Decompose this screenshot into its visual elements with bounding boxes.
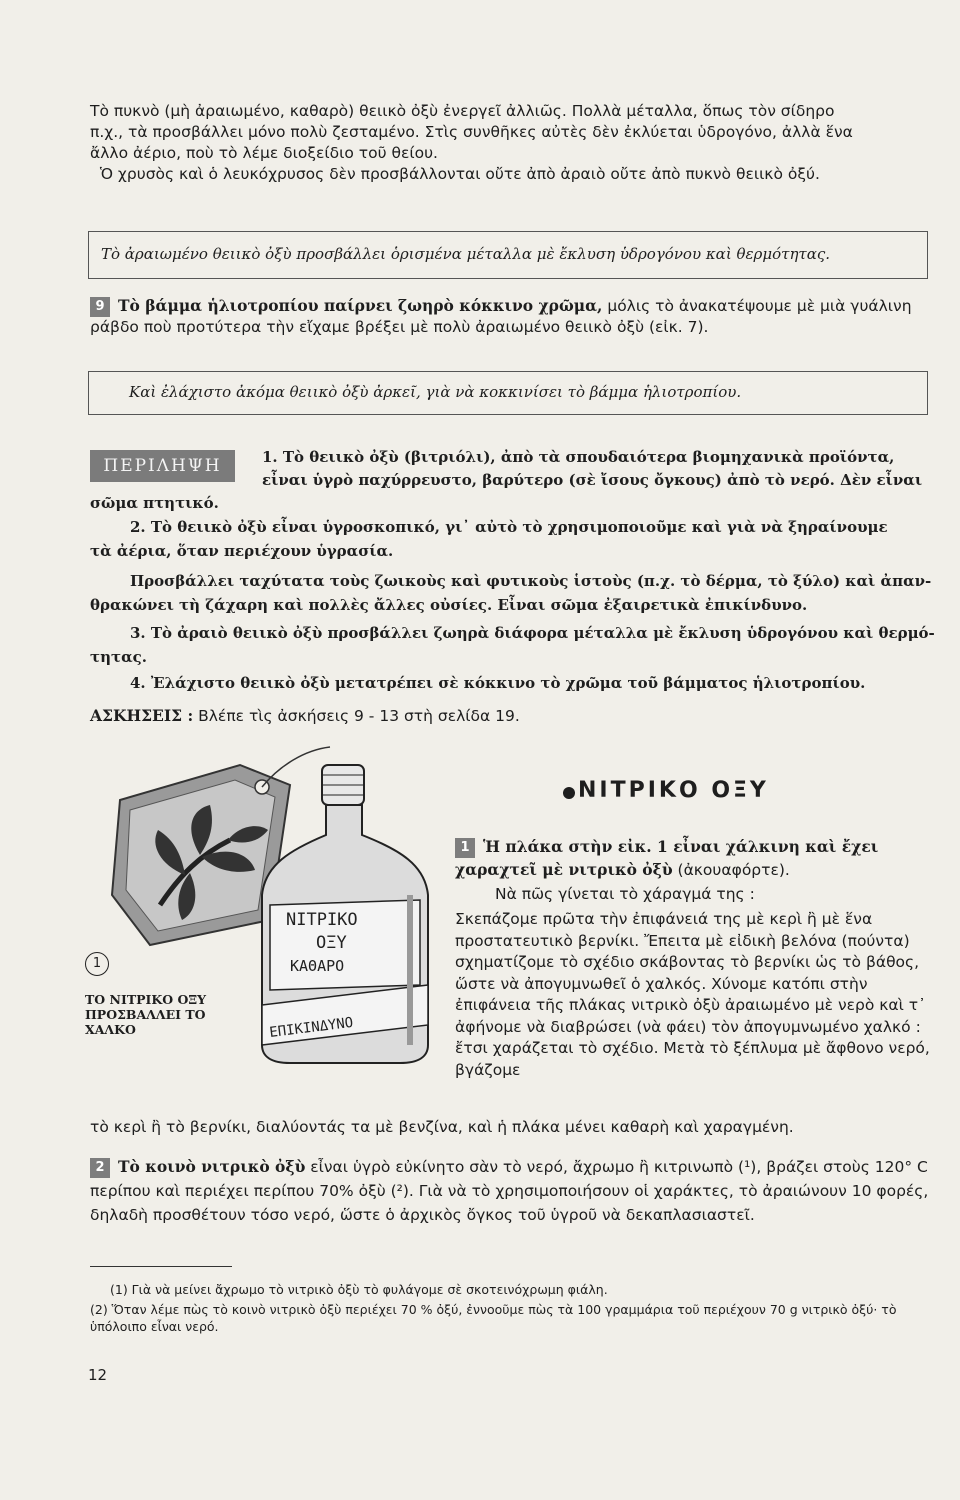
- bottle-label-line-2: ΟΞΥ: [316, 933, 347, 953]
- summary-2a: 2. Τὸ θειικὸ ὀξὺ εἶναι ὑγροσκοπικό, γι᾿ αὐτὸ τὸ χρησιμοποιοῦμε καὶ γιὰ νὰ ξηραίνουμε: [130, 518, 888, 536]
- nitric-2-paragraph: [90, 1155, 930, 1227]
- highlight-box-1: Τὸ ἀραιωμένο θειικὸ ὀξὺ προσβάλλει ὁρισμένα μέταλλα μὲ ἔκλυση ὑδρογόνου καὶ θερμότητας.: [88, 231, 928, 279]
- nitric-1-intro: [455, 836, 933, 881]
- nitric-2-bold: Τὸ κοινὸ νιτρικὸ ὀξὺ: [118, 1157, 306, 1176]
- summary-2c: Προσβάλλει ταχύτατα τοὺς ζωικοὺς καὶ φυτικοὺς ἱστοὺς (π.χ. τὸ δέρμα, τὸ ξύλο) καὶ ἀπαν-: [130, 572, 932, 590]
- summary-label: ΠΕΡΙΛΗΨΗ: [90, 450, 235, 482]
- bottle-label-line-1: ΝΙΤΡΙΚΟ: [286, 910, 358, 930]
- intro-paragraph: Τὸ πυκνὸ (μὴ ἀραιωμένο, καθαρὸ) θειικὸ ὀξὺ ἐνεργεῖ ἀλλιῶς. Πολλὰ μέταλλα, ὅπως τὸν σίδηρο π.χ., τὰ προσβάλλει μόνο πολὺ ζεσταμένο. Στὶς συνθῆκες αὐτὲς δὲν ἐκλύεται ὑδρογόνο, ἀλλὰ ἕνα ἄλλο ἀέριο, ποὺ τὸ λέμε διοξείδιο τοῦ θείου.: [90, 102, 853, 162]
- bottle-danger-label: ΕΠΙΚΙΝΔΥΝΟ: [268, 1014, 355, 1041]
- bullet-icon: [563, 787, 575, 799]
- section-title: ΝΙΤΡΙΚΟ ΟΞΥ: [578, 778, 769, 803]
- nitric-1-bold: Ἡ πλάκα στὴν εἰκ. 1 εἶναι χάλκινη καὶ ἔχει χαραχτεῖ μὲ νιτρικὸ ὀξὺ: [455, 837, 879, 879]
- section-9-bold: Τὸ βάμμα ἡλιοτροπίου παίρνει ζωηρὸ κόκκινο χρῶμα,: [118, 296, 603, 315]
- gold-paragraph: [90, 164, 870, 185]
- summary-1c: σῶμα πτητικό.: [90, 494, 219, 512]
- section-9-text: μόλις τὸ ἀνακατέψουμε μὲ μιὰ γυάλινη ράβδο ποὺ προτύτερα τὴν εἴχαμε βρέξει μὲ πολὺ ἀραιωμένο θειικὸ ὀξὺ (εἰκ. 7).: [90, 297, 912, 336]
- nitric-1-number: 1: [455, 838, 475, 858]
- summary-3a: 3. Τὸ ἀραιὸ θειικὸ ὀξὺ προσβάλλει ζωηρὰ διάφορα μέταλλα μὲ ἔκλυση ὑδρογόνου καὶ θερμό-: [130, 624, 935, 642]
- footnote-rule: [90, 1266, 232, 1267]
- exercises-line: [90, 706, 520, 725]
- summary-3b: τητας.: [90, 648, 147, 666]
- nitric-2-number: 2: [90, 1158, 110, 1178]
- figure-number: 1: [85, 952, 109, 976]
- footnote-1: (1) Γιὰ νὰ μείνει ἄχρωμο τὸ νιτρικὸ ὀξὺ τὸ φυλάγομε σὲ σκοτεινόχρωμη φιάλη.: [110, 1282, 608, 1297]
- summary-1b: εἶναι ὑγρὸ παχύρρευστο, βαρύτερο (σὲ ἴσους ὄγκους) ἀπὸ τὸ νερό. Δὲν εἶναι: [262, 471, 923, 489]
- page-number: 12: [88, 1366, 108, 1384]
- nitric-2-text: εἶναι ὑγρὸ εὐκίνητο σὰν τὸ νερό, ἄχρωμο ἢ κιτρινωπὸ (¹), βράζει στοὺς 120° C περίπου καὶ περιέχει περίπου 70% ὀξὺ (²). Γιὰ νὰ τὸ χρησιμοποιήσουν οἱ χαράκτες, τὸ ἀραιώνουν 10 φορές, δηλαδὴ προσθέτουν τόσο νερό, ὥστε ὁ ἀρχικὸς ὄγκος τοῦ ὑγροῦ νὰ δεκαπλασιαστεῖ.: [90, 1158, 929, 1224]
- nitric-1-text: (ἀκουαφόρτε).: [672, 860, 790, 879]
- summary-1a: 1. Τὸ θειικὸ ὀξὺ (βιτριόλι), ἀπὸ τὰ σπουδαιότερα βιομηχανικὰ προϊόντα,: [262, 448, 895, 466]
- nitric-1-howto: Νὰ πῶς γίνεται τὸ χάραγμά της :: [495, 885, 755, 903]
- bottle-label-line-3: ΚΑΘΑΡΟ: [290, 957, 345, 975]
- footnote-2: (2) Ὅταν λέμε πὼς τὸ κοινὸ νιτρικὸ ὀξὺ περιέχει 70 % ὀξύ, ἐννοοῦμε πὼς τὰ 100 γραμμάρια τοῦ περιέχουν 70 g νιτρικὸ ὀξύ· τὸ ὑπόλοιπο εἶναι νερό.: [90, 1302, 897, 1334]
- nitric-1-tail: τὸ κερὶ ἢ τὸ βερνίκι, διαλύοντάς τα μὲ βενζίνα, καὶ ἡ πλάκα μένει καθαρὴ καὶ χαραγμένη.: [90, 1118, 794, 1136]
- section-9-paragraph: [90, 295, 930, 338]
- summary-2b: τὰ ἀέρια, ὅταν περιέχουν ὑγρασία.: [90, 542, 394, 560]
- nitric-1-body: Σκεπάζομε πρῶτα τὴν ἐπιφάνειά της μὲ κερὶ ἢ μὲ ἕνα προστατευτικὸ βερνίκι. Ἔπειτα μὲ εἰδικὴ βελόνα (πούντα) σχηματίζομε τὸ σχέδιο σκάβοντας τὸ βερνίκι ὡς τὸ βάθος, ὥστε νὰ ἀπογυμνωθεῖ ὁ χαλκός. Χύνομε κατόπι στὴν ἐπιφάνεια τῆς πλάκας νιτρικὸ ὀξὺ ἀραιωμένο μὲ νερὸ καὶ τ᾿ ἀφήνομε νὰ διαβρώσει (νὰ φάει) τὸν ἀπογυμνωμένο χαλκό : ἔτσι χαράζεται τὸ σχέδιο. Μετὰ τὸ ξέπλυμα μὲ ἄφθονο νερό, βγάζομε: [455, 910, 930, 1079]
- section-9-number: 9: [90, 297, 110, 317]
- figure-caption: ΤΟ ΝΙΤΡΙΚΟ ΟΞΥ ΠΡΟΣΒΑΛΛΕΙ ΤΟ ΧΑΛΚΟ: [85, 992, 207, 1037]
- exercises-text: Βλέπε τὶς ἀσκήσεις 9 - 13 στὴ σελίδα 19.: [193, 707, 520, 725]
- exercises-label: ΑΣΚΗΣΕΙΣ :: [90, 706, 194, 725]
- summary-2d: θρακώνει τὴ ζάχαρη καὶ πολλὲς ἄλλες οὐσίες. Εἶναι σῶμα ἐξαιρετικὰ ἐπικίνδυνο.: [90, 596, 808, 614]
- summary-4: 4. Ἐλάχιστο θειικὸ ὀξὺ μετατρέπει σὲ κόκκινο τὸ χρῶμα τοῦ βάμματος ἡλιοτροπίου.: [130, 674, 866, 692]
- highlight-box-2: Καὶ ἐλάχιστο ἀκόμα θειικὸ ὀξὺ ἀρκεῖ, γιὰ νὰ κοκκινίσει τὸ βάμμα ἡλιοτροπίου.: [88, 371, 928, 415]
- gold-text: Ὁ χρυσὸς καὶ ὁ λευκόχρυσος δὲν προσβάλλονται οὔτε ἀπὸ ἀραιὸ οὔτε ἀπὸ πυκνὸ θειικὸ ὀξύ.: [99, 165, 820, 183]
